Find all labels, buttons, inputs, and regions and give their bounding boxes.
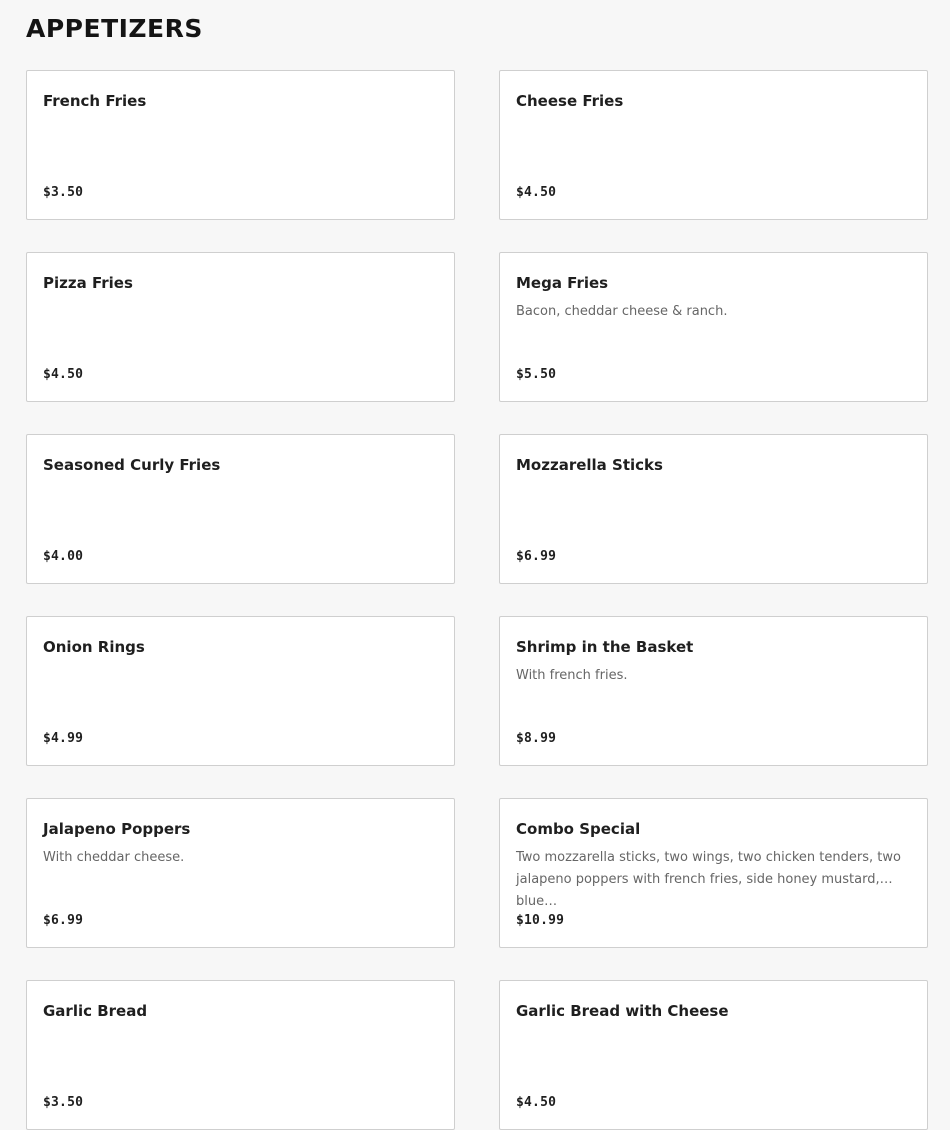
menu-item-card-onion-rings[interactable]: [26, 616, 455, 766]
menu-item-price: $5.50: [516, 367, 557, 382]
menu-item-price: $4.50: [516, 185, 557, 200]
menu-item-price: $8.99: [516, 731, 557, 746]
menu-item-card-mozzarella-sticks[interactable]: [499, 434, 928, 584]
menu-item-card-french-fries[interactable]: [26, 70, 455, 220]
menu-item-price: $4.50: [43, 367, 84, 382]
menu-item-description: Two mozzarella sticks, two wings, two chicken tenders, two jalapeno poppers with french fries, side honey mustard, blue…: [516, 850, 901, 909]
menu-item-card-jalapeno-poppers[interactable]: [26, 798, 455, 948]
menu-item-price: $3.50: [43, 1095, 84, 1110]
menu-item-card-pizza-fries[interactable]: [26, 252, 455, 402]
menu-item-name: Jalapeno Poppers: [43, 820, 191, 838]
menu-item-name: Seasoned Curly Fries: [43, 456, 221, 474]
menu-item-card-garlic-bread[interactable]: [26, 980, 455, 1130]
menu-item-card-garlic-bread-with-cheese[interactable]: [499, 980, 928, 1130]
menu-item-name: Onion Rings: [43, 638, 145, 656]
menu-item-name: French Fries: [43, 92, 147, 110]
menu-item-name: Shrimp in the Basket: [516, 638, 694, 656]
menu-item-price: $4.99: [43, 731, 84, 746]
menu-item-card-cheese-fries[interactable]: [499, 70, 928, 220]
menu-item-name: Garlic Bread with Cheese: [516, 1002, 729, 1020]
menu-item-description: With cheddar cheese.: [43, 850, 185, 865]
menu-item-name: Combo Special: [516, 820, 641, 838]
menu-item-price: $3.50: [43, 185, 84, 200]
menu-item-name: Cheese Fries: [516, 92, 624, 110]
menu-item-card-mega-fries[interactable]: [499, 252, 928, 402]
menu-item-description: Bacon, cheddar cheese & ranch.: [516, 304, 728, 319]
menu-item-name: Mega Fries: [516, 274, 609, 292]
menu-item-price: $6.99: [43, 913, 84, 928]
menu-item-price: $4.00: [43, 549, 84, 564]
menu-item-card-shrimp-in-the-basket[interactable]: [499, 616, 928, 766]
menu-item-card-combo-special[interactable]: [499, 798, 928, 948]
menu-items-grid: [26, 70, 928, 1130]
menu-item-card-seasoned-curly-fries[interactable]: [26, 434, 455, 584]
menu-item-price: $10.99: [516, 913, 565, 928]
menu-item-price: $6.99: [516, 549, 557, 564]
menu-item-description: With french fries.: [516, 668, 628, 683]
menu-item-name: Garlic Bread: [43, 1002, 148, 1020]
menu-item-name: Mozzarella Sticks: [516, 456, 663, 474]
menu-item-price: $4.50: [516, 1095, 557, 1110]
menu-item-name: Pizza Fries: [43, 274, 133, 292]
section-title: APPETIZERS: [26, 14, 203, 43]
